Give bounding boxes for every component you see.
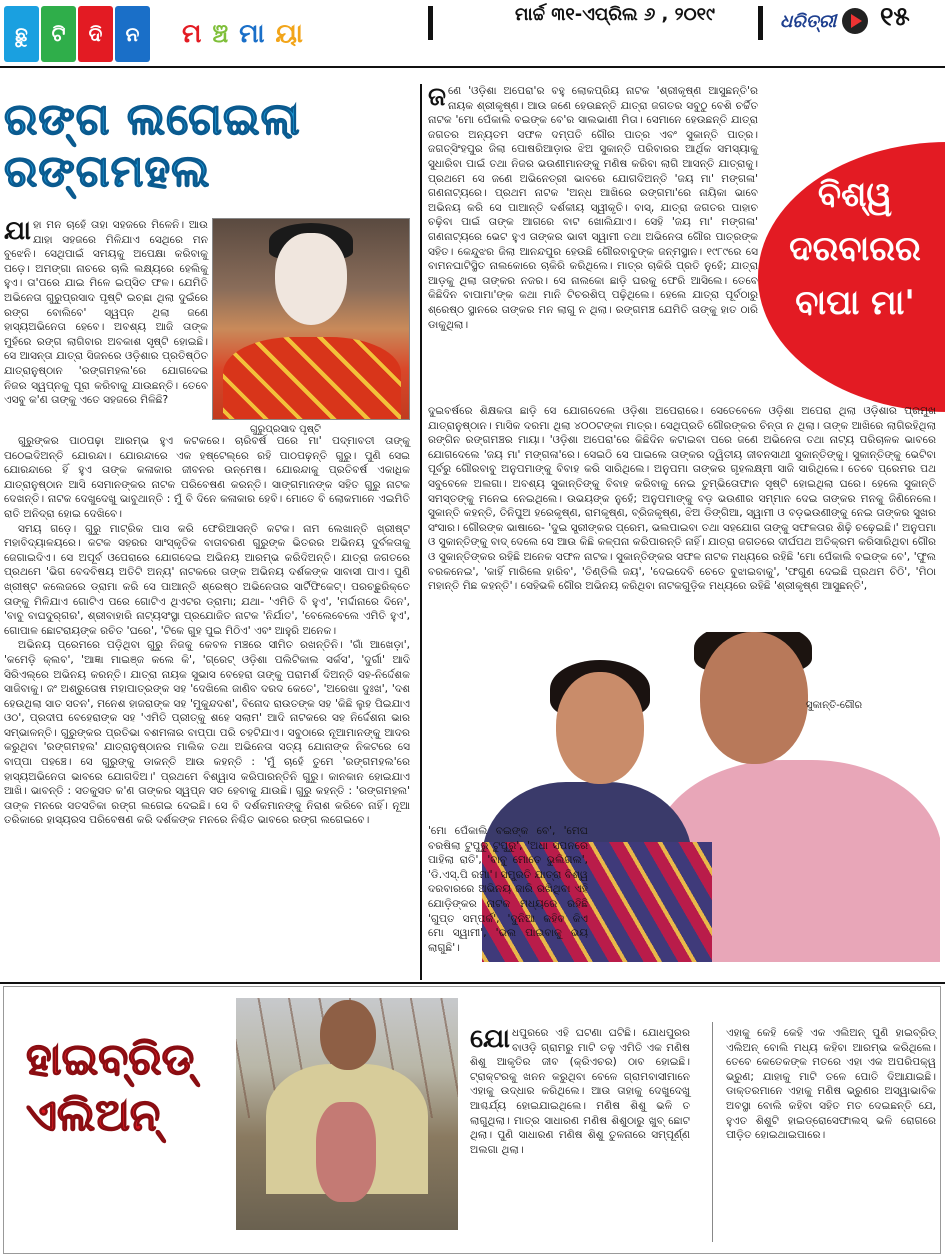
- dropcap: ଯୋ: [470, 1024, 510, 1054]
- alien-headline: [26, 1032, 194, 1144]
- alien-headline-line: ହାଇବ୍ରିଡ୍: [26, 1034, 195, 1085]
- dropcap: ଜ: [428, 82, 446, 112]
- article-body: [4, 434, 410, 828]
- column-divider: [712, 1022, 713, 1242]
- lead-headline-line: ରଙ୍ଗ ଲଗେଇଲା: [4, 94, 301, 145]
- supplement-letter: ମା: [239, 18, 265, 49]
- paragraph: ସମୟ ଗଡ଼େ। ଗୁରୁ ମାଟ୍ରିକ ପାସ କରି ଫେରିଆସନ୍ତି କଟକ। ନାମ ଲେଖାନ୍ତି ଖ୍ରୀଷ୍ଟ ମହାବିଦ୍ୟାଳୟରେ। କଟକ ସହରର ସାଂସ୍କୃତିକ ବାତାବରଣ ଗୁରୁଙ୍କ ଭିତରର ଅଭିନୟ ଦୁର୍ବଳତାକୁ ଜେଗାଇଦିଏ। ସେ ଅପୂର୍ବ ଓପେରାରେ ଯୋଗଦେଇ ଅଭିନୟ ଆରମ୍ଭ କରିଦିଅନ୍ତି। ଯାତ୍ରା ଜଗତରେ ପ୍ରଥମେ 'ଭିଗ ବେଦବିଷୟ ଅତିଟି ଅନ୍ୟ' ନାଟକରେ ତାଙ୍କ ଅଭିନୟ ଦର୍ଶକଙ୍କ ସାବାସୀ ପାଏ। ପୁଣି ଖ୍ରୀଷ୍ଟ କଲେଜରେ ଡ୍ରାମା କରି ସେ ପାଆନ୍ତି ଶ୍ରେଷ୍ଠ ଅଭିନେତାର ସାର୍ଟିଫିକେଟ୍। ପରଚ୍ଛୁରିକ୍ତେ ତାଙ୍କୁ ମିଳିଯାଏ ଗୋଟିଏ ପରେ ଗୋଟିଏ ଥିଏଟର ଡ୍ରାମା; ଯଥା- 'ଏମିତି ବି ହୁଏ', 'ମର୍ଦ୍ଦାନାରେ ଦିନେ', 'ବାବୁ ବାଘଦୁର୍‌ଗର', ଶ୍ରୀବାହାରି ନାଟ୍ୟସଂସ୍ଥା ପ୍ରଯୋଜିତ ନାଟକ 'ନିର୍ଯାତ', 'ବେଲେବେଲେ ଏମିତି ହୁଏ', ଗୋପାଳ ଛୋଟରାୟଙ୍କ ରଚିତ 'ଘରେ', 'ଟିକେ ଗୁହ ପୁଇ ମିଠିଏ' ଏବଂ ଆହୁରି ଅନେକ।: [4, 522, 410, 637]
- couple-title-line: ବାପା ମା': [795, 283, 915, 323]
- issue-date: ମାର୍ଚ୍ଚ ୩୧-ଏପ୍ରିଲ ୬ , ୨୦୧୯: [515, 4, 715, 25]
- paragraph: ଗୁରୁଙ୍କର ପାଠପଢ଼ା ଆରମ୍ଭ ହୁଏ କଟକରେ। ଚାରିବର୍ଷ ପରେ ମା' ପଦ୍ମାବତୀ ତାଙ୍କୁ ପଠେଇଦିଅନ୍ତି ଯୋରନ୍ଦା। ଯୋରନ୍ଦାରେ ଏକ ହଷ୍ଟେଲ୍‌ରେ ରହି ପାଠପଢ଼ନ୍ତି ଗୁରୁ। ପୁଣି ସେଇ ଯୋରନ୍ଦାରେ ହିଁ ହୁଏ ତାଙ୍କ କଳାକାର ଜୀବନର ଉନ୍ମେଷ। ଯୋରନ୍ଦାକୁ ପ୍ରତିବର୍ଷ ଏକାଧିକ ଯାତ୍ରାନୁଷ୍ଠାନ ଆସି ସେମାନଙ୍କର ନାଟକ ପରିବେଷଣ କରନ୍ତି। ସାଙ୍ଗମାନଙ୍କ ସହିତ ଗୁରୁ ନାଟକ ଦେଖନ୍ତି। ନାଟକ ଦେଖୁଦେଖୁ ଭାବୁଥାନ୍ତି : ମୁଁ ବି ଦିନେ କଳାକାର ହେବି। ମୋତେ ବି ଲୋକମାନେ ଏଇମିତି ରାତି ଅନିଦ୍ରା ହୋଇ ଦେଖିବେ।: [4, 435, 410, 520]
- lead-headline-line: ରଙ୍ଗମହଲ: [4, 146, 211, 197]
- article-body: [428, 84, 758, 332]
- article-body: [726, 1026, 936, 1143]
- paragraph: ହା ମନ ଚାହେଁ ତାହା ସହଜରେ ମିଳେନି। ଆଉ ଯାହା ସହଜରେ ମିଳିଯାଏ ସେଥିରେ ମନ ବୁଝେନି। ସେଥିପାଇଁ ସମୟକୁ ଅପେକ୍ଷା କରିବାକୁ ପଡ଼େ। ଅମଙ୍ଗା ନାଚରେ ଚାଲି ଲକ୍ଷ୍ୟରେ ହେଲିକୁ ହୁଏ। ତା'ପରେ ଯାଇ ମିଳେ ଇପ୍ସିତ ଫଳ। ଯେମିତି ଅଭିନେତା ଗୁରୁପ୍ରସାଦ ପୃଷ୍ଟି ଇଚ୍ଛା ଥିଲା ଦୁଇଁରେ ରଙ୍ଗ ବୋଲିବେ' ସ୍ୱପ୍ନ ଥିଲା ଜଣେ ହାସ୍ୟଅଭିନେତା ହେବେ। ଅବଶ୍ୟ ଆଜି ତାଙ୍କ ମୁହଁରେ ରଙ୍ଗ ଲାଗିବାର ଅବକାଶ ସୃଷ୍ଟି ହୋଇଛି। ସେ ଆସନ୍ତା ଯାତ୍ରା ସିଜନରେ ଓଡ଼ିଶାର ପ୍ରତିଷ୍ଠିତ ଯାତ୍ରାନୁଷ୍ଠାନ 'ରଙ୍ଗମହଲ'ରେ ଯୋଗଦେଇ ନିଜର ସ୍ୱପ୍ନକୁ ପୂରା କରିବାକୁ ଯାଉଛନ୍ତି। ତେବେ ଏସବୁ କ'ଣ ତାଙ୍କୁ ଏତେ ସହଜରେ ମିଳିଛି?: [4, 219, 208, 407]
- dropcap: ଯା: [4, 216, 31, 246]
- alien-photo: [236, 998, 458, 1230]
- section-letter: ନ: [115, 6, 150, 62]
- article-body: [428, 404, 936, 594]
- header-divider: [428, 6, 433, 40]
- play-icon: [842, 8, 868, 34]
- section-letter: ଦି: [78, 6, 113, 62]
- guruprasad-photo: [212, 218, 410, 420]
- section-logo: [4, 6, 150, 62]
- section-letter: ଛୁ: [4, 6, 39, 62]
- lead-headline: [4, 94, 301, 198]
- paragraph: ଏହାକୁ କେହି କେହି ଏକ ଏଲିଅନ୍ ପୁଣି ହାଇବ୍ରିଡ୍ ଏଲିଅନ୍ ବୋଲି ମଧ୍ୟ କହିବା ଆରମ୍ଭ କରିଥିଲେ। ତେବେ କେତେକଙ୍କ ମତରେ ଏହା ଏକ ଅପରିପକ୍ୱ ଭ୍ରୁଣ; ଯାହାକୁ ମାଟି ତଳେ ପୋତି ଦିଆଯାଇଛି। ଡାକ୍ତରମାନେ ଏହାକୁ ମଣିଷ ଭ୍ରୁଣର ଅସ୍ୱାଭାବିକ ଅବସ୍ଥା ବୋଲି କହିବା ସହିତ ମତ ଦେଇଛନ୍ତି ଯେ, ହୁଏତ ଶିଶୁଟି ହାଇଡ୍ରୋସେଫାଲସ୍ ଭଳି ରୋଗରେ ପୀଡ଼ିତ ହୋଇଥାଇପାରେ।: [726, 1027, 936, 1142]
- paragraph: ଣେ 'ଓଡ଼ିଶା ଅପେରା'ର ବହୁ ଲୋକପ୍ରିୟ ନାଟକ 'ଶ୍ରୀକୃଷ୍ଣ ଆସୁଛନ୍ତି'ର ନାୟକ ଶ୍ରୀକୃଷ୍ଣ। ଆଉ ଜଣେ ହେଉଛନ୍ତି ଯାତ୍ରା ଜଗତର ସବୁଠୁ ବେଶି ଚର୍ଚ୍ଚିତ ନାଟକ 'ମୋ ପେଁକାଲି ବଇଙ୍କ ବେ'ର ସାଲଭାଣୀ ମିତା। ସେମାନେ ହେଉଛନ୍ତି ଯାତ୍ରା ଜଗତର ଅନ୍ୟତମ ସଫଳ ଦମ୍ପତି ଗୌର ପାତ୍ର ଏବଂ ସୁକାନ୍ତି ପାତ୍ର। ଜଗତ୍‌ସିଂହପୁର ଜିଲା ପୋଷରିଆଡ଼ାର ଝିଅ ସୁକାନ୍ତି ପରିବାରର ଆର୍ଥିକ ସମସ୍ୟାକୁ ସୁଧାରିବା ପାଇଁ ତଥା ନିଜର ଭଉଣୀମାନଙ୍କୁ ମଣିଷ କରିବା ଲାଗି ଆସନ୍ତି ଯାତ୍ରାକୁ। ପ୍ରଥମେ ସେ ଜଣେ ଅଭିନେତ୍ରୀ ଭାବରେ ଯୋଗଦିଅନ୍ତି 'ଜୟ ମା' ମଙ୍ଗଳା' ଗଣନାଟ୍ୟରେ। ପ୍ରଥମ ନାଟକ 'ଅନ୍ଧ ଆଖିରେ ରଙ୍ଗମା'ରେ ନାୟିକା ଭାବେ ଅଭିନୟ କରି ସେ ପାଆନ୍ତି ଦର୍ଶକୀୟ ସ୍ୱୀକୃତି। ବାସ୍, ଯାତ୍ରା ଜଗତର ପାହାଚ ଚଢ଼ିବା ପାଇଁ ତାଙ୍କ ଆଗରେ ବାଟ ଖୋଲିଯାଏ। ସେହି 'ଜୟ ମା' ମଙ୍ଗଳା' ଗଣନାଟ୍ୟରେ ଭେଟ ହୁଏ ତାଙ୍କର ଭାବୀ ସ୍ୱାମୀ ତଥା ଅଭିନେତା ଗୌର ପାତ୍ରଙ୍କ ସହିତ। କେନ୍ଦୁଝର ଜିଲା ଆନନ୍ଦପୁର ହେଉଛି ଗୌରବାବୁଙ୍କ ଜନ୍ମସ୍ଥାନ। ୧୯୮୯ରେ ସେ ବାମନଘାଟିସ୍ଥିତ ନାଲକୋରେ ଚାକିରି କରିଥିଲେ। ମାତ୍ର ଚାକିରି ପ୍ରତି ନୁହେଁ; ଯାତ୍ରା ଆଡ଼କୁ ଥିଲା ତାଙ୍କର ନଜର। ସେ ନାଲକୋ ଛାଡ଼ି ଘରକୁ ଫେରି ଆସିଲେ। ତେବେ କିଛିଦିନ ବାପାମା'ଙ୍କ କଥା ମାନି ଟିଚରଶିପ୍ ପଢ଼ିଥିଲେ। ହେଲେ ଯାତ୍ରା ପୂର୍ବଠାରୁ ଶ୍ରେଷ୍ଠ ସ୍ଥାନରେ ତାଙ୍କର ମନ ଲାଗୁ ନ ଥିଲା। ରଙ୍ଗମଞ୍ଚ ଯେମିତି ତାଙ୍କୁ ହାତ ଠାରି ଡାକୁଥିଲା।: [428, 85, 758, 331]
- photo-caption: ଗୁରୁପ୍ରସାଦ ପୃଷ୍ଟି: [250, 424, 321, 435]
- photo-caption: ସୁକାନ୍ତି-ଗୌର: [806, 700, 863, 711]
- article-body: [470, 1026, 690, 1157]
- couple-title-line: ଦରବାରର: [789, 229, 921, 269]
- paragraph: ଧପୁରରେ ଏହି ଘଟଣା ଘଟିଛି। ଯୋଧପୁରର ବାଓଡ଼ି ଗ୍ରାମରୁ ମାଟି ତଳୁ ଏମିତି ଏକ ମଣିଷ ଶିଶୁ ଆକୃତିର ଜୀବ (କ୍ରିଏଚର) ଠାବ ହୋଇଛି। ଟ୍ରାକ୍ଟରକୁ ଖନନ କରୁଥିବା ବେଳେ ଗ୍ରାମବାସୀମାନେ ଏହାକୁ ଉଦ୍ଧାର କରିଥିଲେ। ଆଉ ତାହାକୁ ଦେଖୁଦେଖୁ ଆଶ୍ଚର୍ଯ୍ୟ ହୋଇଯାଇଥିଲେ। ମଣିଷ ଶିଶୁ ଭଳି ତ ଲାଗୁଥିଲା। ମାତ୍ର ସାଧାରଣ ମଣିଷ ଶିଶୁଠାରୁ ଖୁବ୍ ଛୋଟ ଥିଲା। ପୁଣି ସାଧାରଣ ମଣିଷ ଶିଶୁ ତୁଳନାରେ ସମ୍ପୂର୍ଣ୍ଣ ଅଲଗା ଥିଲା।: [470, 1027, 690, 1156]
- brand-logo: [780, 4, 868, 38]
- section-letter: ଟି: [41, 6, 76, 62]
- column-divider: [420, 84, 422, 980]
- brand-name: ଧରିତ୍ରୀ: [780, 10, 837, 32]
- alien-headline-line: ଏଲିଅନ୍: [26, 1090, 161, 1141]
- supplement-letter: ମ: [182, 18, 202, 49]
- supplement-letter: ଞ୍ଚ: [212, 18, 229, 49]
- paragraph: 'ମୋ ପେଁକାଲି ବଇଙ୍କ ବେ', 'ମେଘ ବରଷିଲା ଟୁପୁରୁ ଟୁପୁରୁ', 'ଅଧା ସପନରେ ପାହିଲା ରାତି', 'ବାବୁ ମୋତେ ଭୁଲିଗଲ', 'ଡି.ଏସ୍.ପି ରମା'। ସମ୍ପ୍ରତି ଯାତ୍ରା ବିଶ୍ୱ ଦରବାରରେ ଅଭିନୟ ଜାରି ରଖିଥିବା ଏହି ଯୋଡ଼ିଙ୍କର ନାଟକ ମଧ୍ୟରେ ରହିଛି 'ଗୁପ୍ତ ସମ୍ପର୍କ', 'ଦୁନିଆ କହିବ କିଏ ମୋ ସ୍ୱାମୀ', 'ଭଲ ପାଇବାକୁ ଭୟ ଲାଗୁଛି'।: [428, 825, 588, 954]
- supplement-letter: ୟା: [275, 18, 303, 49]
- article-body: [4, 218, 208, 408]
- page-number: ୧୫: [880, 2, 910, 32]
- couple-title-line: ବିଶ୍ୱ: [817, 175, 893, 215]
- header-divider: [758, 6, 763, 40]
- couple-title: [770, 168, 940, 330]
- supplement-logo: [178, 14, 307, 54]
- paragraph: ଦୁଇବର୍ଷରେ ଶିକ୍ଷକତା ଛାଡ଼ି ସେ ଯୋଗଦେଲେ ଓଡ଼ିଶା ଅପେରାରେ। ସେତେବେଳେ ଓଡ଼ିଶା ଅପେରା ଥିଲା ଓଡ଼ିଶାର ପ୍ରମୁଖ ଯାତ୍ରାନୁଷ୍ଠାନ। ମାସିକ ଦରମା ଥିଲା ୪୦୦ଟଙ୍କା ମାତ୍ର। ସେଥିପ୍ରତି ଗୌରଙ୍କର ଚିନ୍ତା ନ ଥିଲା। ତାଙ୍କ ଆଖିରେ ଲାଗିରହିଥିଲା ରଙ୍ଗିନ ରଙ୍ଗମଞ୍ଚର ମାୟା। 'ଓଡ଼ିଶା ଅପେରା'ରେ କିଛିଦିନ କଟାଇବା ପରେ ଜଣେ ଅଭିନେତା ତଥା ନାଟ୍ୟ ପରିଚାଳକ ଭାବରେ ଯୋଗଦେଲେ 'ଜୟ ମା' ମଙ୍ଗଳା'ରେ। ସେଇଠି ସେ ପାଇଲେ ତାଙ୍କର ଦ୍ୱିତୀୟ ଜୀବନସାଥୀ ସୁକାନ୍ତିଙ୍କୁ। ସୁକାନ୍ତିଙ୍କୁ ଭେଟିବା ପୂର୍ବରୁ ଗୌରବାବୁ ଅନୁପମାଙ୍କୁ ବିବାହ କରି ସାରିଥିଲେ। ଅନୁପମା ତାଙ୍କର ଗୃହଲକ୍ଷ୍ମୀ ସାଜି ସାରିଥିଲେ। ତେବେ ପ୍ରେମର ପଥ ସବୁବେଳେ ଅଲଗା। ଅବଶ୍ୟ ସୁକାନ୍ତିଙ୍କୁ ବିବାହ କରିବାକୁ ନେଇ ତୁମ୍ଭିତୋଫାନ ସୃଷ୍ଟି ହୋଇଥିଲା ଘରେ। ହେଲେ ସୁକାନ୍ତି ସମସ୍ତଙ୍କୁ ମନେଇ ନେଇଥିଲେ। ଉଭୟଙ୍କ ନୁହେଁ; ଅନୁପମାଙ୍କୁ ବଡ଼ ଭଉଣୀର ସମ୍ମାନ ଦେଇ ତାଙ୍କର ମନକୁ ଜିଣିନେଲେ। ସୁକାନ୍ତି କହନ୍ତି, ତିନିପୁଅ ହରେକୃଷ୍ଣ, ରାମକୃଷ୍ଣ, ବ୍ରିଜକୃଷ୍ଣ, ଝିଅ ଡିଙ୍ଗିଆ, ସ୍ୱାମୀ ଓ ବଡ଼ଭଉଣୀଙ୍କୁ ନେଇ ତାଙ୍କର ସୁଖର ସଂସାର। ଗୌରଙ୍କ ଭାଷାରେ- 'ଦୁଇ ସ୍ତ୍ରୀଙ୍କର ପ୍ରେମ, ଭଲପାଇବା ତଥା ସହଯୋଗ ତାଙ୍କୁ ସଫଳତାର ଶିଢ଼ି ଚଢ଼େଇଛି।' ଅନୁପମା ଓ ସୁକାନ୍ତିଙ୍କୁ ବାଦ୍ ଦେଲେ ସେ ଆଉ କିଛି କଳ୍ପନା କରିପାରନ୍ତି ନାହିଁ। ଯାତ୍ରା ଜଗତରେ ଦୀର୍ଘପଥ ଅତିକ୍ରମ କରିସାରିଥିବା ଗୌର ଓ ସୁକାନ୍ତିଙ୍କର ରହିଛି ଅନେକ ସଫଳ ନାଟକ। ସୁକାନ୍ତିଙ୍କର ସଫଳ ନାଟକ ମଧ୍ୟରେ ରହିଛି 'ମୋ ପେଁକାଲି ବଇଙ୍କ ବେ', 'ଫୁଲ ବରକନେଇ', 'କାହିଁ ମାରିଲେ ହାରିବ', 'ତିଣ୍ଡିଲି ଜୟ', 'ଦେଇଦେବି ଚେତେ ବୁଝାଇବାକୁ', 'ଫଗୁଣ ଦେଇଛି ପ୍ରଥମ ଚିଠି', 'ମିଠା ମହାନ୍ତି ମିଛ କହନ୍ତି'। ସେହିଭଳି ଗୌର ଅଭିନୟ କରିଥିବା ନାଟକଗୁଡ଼ିକ ମଧ୍ୟରେ ରହିଛି 'ଶ୍ରୀକୃଷ୍ଣ ଆସୁଛନ୍ତି',: [428, 405, 936, 593]
- paragraph: ଅଭିନୟ ପ୍ରେମରେ ପଡ଼ିଥିବା ଗୁରୁ ନିଜକୁ କେବଳ ମଞ୍ଚରେ ସୀମିତ ରଖନ୍ତିନି। 'ଗାଁ ଆଖେଡ଼ା', 'କମେଡ଼ି କ୍ଲବ', 'ଆଜ୍ଞା ମାଇଞ୍ଜ କଲେ କି', 'ଗ୍ରେଟ୍ ଓଡ଼ିଶା ପଲିଟିକାଲ ସର୍କସ', 'ଦୁର୍ଗା' ଆଦି ସିରିଏଲ୍‌ରେ ଅଭିନୟ କରନ୍ତି। ଯାତ୍ରା ନାୟକ ସୁଭାସ ବେହେରା ତାଙ୍କୁ ପରାମର୍ଶ ଦିଅନ୍ତି ସହ-ନିର୍ଦ୍ଦେଶକ ସାଜିବାକୁ। ଜଂ ଅଶ୍ରୁତୋଷ ମହାପାତ୍ରଙ୍କ ସହ 'ଦେଖିଲେ ଜାଣିବ ଦରଦ କେତେ', 'ଅରେଖା ଦୁଃଖ', 'ଦଶ ହେଉଥିଲା ସାତ ସତନ', ମନେଶ ହାଜରାଙ୍କ ସହ 'ମୁକୁନ୍ଦଦଶ', ବିନୋଦ ରାଉତଙ୍କ ସହ 'କିଛି ଲୁହ ପିଇଯାଏ ଓଠ', ପ୍ରଦୀପ ବେହେରାଙ୍କ ସହ 'ଏମିତି ପ୍ରୀତ୍କୁ ଶହେ ସଲାମ' ଆଦି ନାଟକରେ ସହ ନିର୍ଦ୍ଦେଶନା ଭାର ସମ୍ଭାଳନ୍ତି। ଗୁରୁଙ୍କର ପ୍ରତିଭା ବଶମଳାର ବାପ୍ପା ପରି ଚହଟିଯାଏ। ସବୁଠାରେ ନୂଆମାନଙ୍କୁ ଆଦର କରୁଥିବା 'ରଙ୍ଗମହଲ' ଯାତ୍ରାନୁଷ୍ଠାନର ମାଲିକ ତଥା ଅଭିନେତା ସତ୍ୟ ଯୋନାଙ୍କ ନିକଟରେ ସେ ବାପ୍ପା ପହଞ୍ଚେ। ସେ ଗୁରୁଙ୍କୁ ଡାକନ୍ତି ଆଉ କହନ୍ତି : 'ମୁଁ ଚାହେଁ ତୁମେ 'ରଙ୍ଗମହଲ'ରେ ହାସ୍ୟଅଭିନେତା ଭାବରେ ଯୋଗଦିଅ।' ପ୍ରଥମେ ବିଶ୍ୱାସ କରିପାରନ୍ତିନି ଗୁରୁ। କାନକାନ ହୋଇଯାଏ ଆଖି। ଭାବନ୍ତି : ସତକୁସତ କ'ଣ ତାଙ୍କର ସ୍ୱପ୍ନ ସତ ହେବାକୁ ଯାଉଛି। ଗୁରୁ କହନ୍ତି : 'ରଙ୍ଗମହଲ' ତାଙ୍କ ମନରେ ସତସତିକା ରଙ୍ଗ ଲଗେଇ ଦେଇଛି। ସେ ବି ଦର୍ଶକମାନଙ୍କୁ ନିରାଶ କରିବେ ନାହିଁ। ନୂଆ ତରିକାରେ ହାସ୍ୟରସ ପରିବେଷଣ କରି ଦର୍ଶକଙ୍କ ମନରେ ନିଶ୍ଚିତ ଭାବରେ ରଙ୍ଗ ଲଗେଇବେ।: [4, 639, 410, 827]
- section-divider: [0, 982, 945, 984]
- article-body: [428, 824, 588, 955]
- page-header: [0, 0, 945, 68]
